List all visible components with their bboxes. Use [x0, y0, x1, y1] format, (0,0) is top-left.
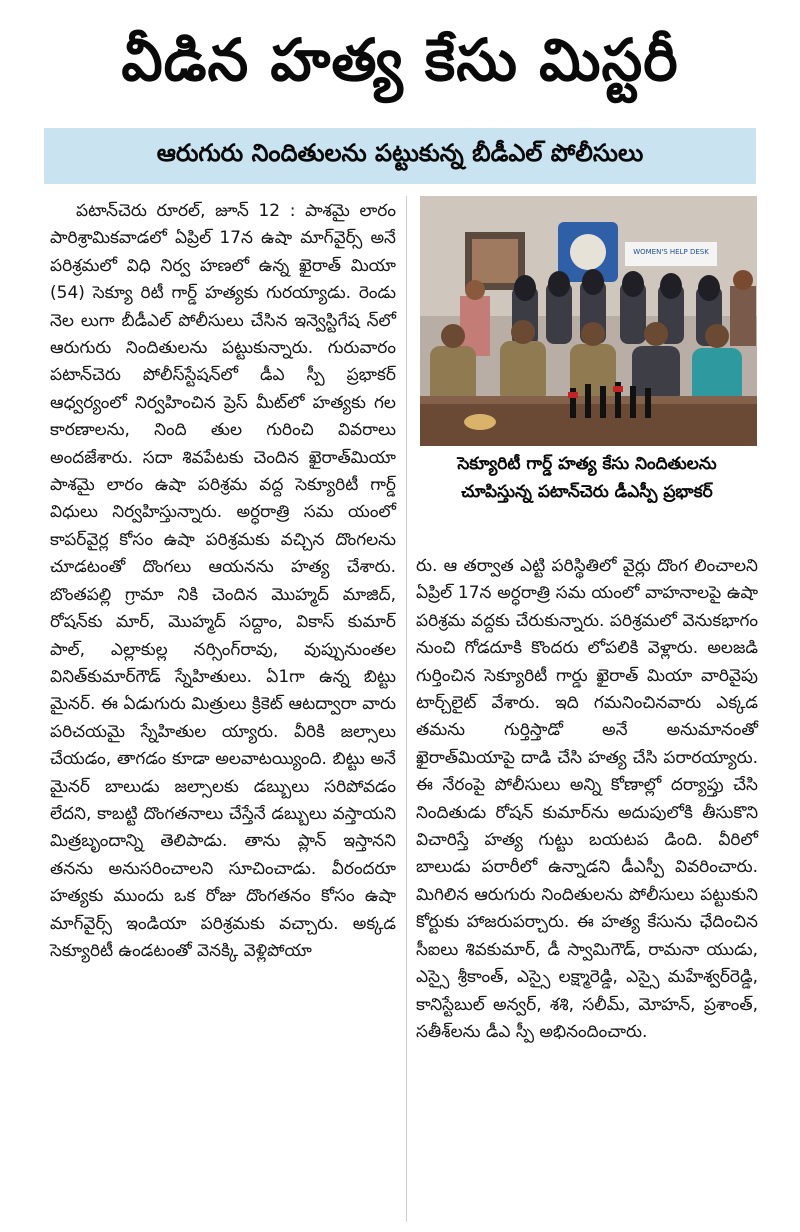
- headline: వీడిన హత్య కేసు మిస్టరీ: [121, 26, 679, 94]
- banner-text: WOMEN'S HELP DESK: [633, 248, 709, 256]
- article-text-column-2: రు. ఆ తర్వాత ఎట్టి పరిస్థితిలో వైర్లు దొంగ లించాలని ఏప్రిల్ 17న అర్ధరాత్రి సమ యంలో వాహనాలపై ఉషా పరిశ్రమ వద్దకు చేరుకున్నారు. పరిశ్రమలో వెనుకభాగం నుంచి గోడదూకి కొందరు లోపలికి వెళ్లారు. అలజడి గుర్తించిన సెక్యూరిటీ గార్డు ఖైరాత్ మియా వారివైపు టార్చ్‌లైట్ వేశారు. ఇది గమనించినవారు ఎక్కడ తమను గుర్తిస్తాడో అనే అనుమానంతో ఖైరాత్‌మియాపై దాడి చేసి హత్య చేసి పరారయ్యారు. ఈ నేరంపై పోలీసులు అన్ని కోణాల్లో దర్యాప్తు చేసి నిందితుడు రోషన్ కుమార్‌ను అదుపులోకి తీసుకొని విచారిస్తే హత్య గుట్టు బయటప డింది. వీరిలో బాలుడు పరారీలో ఉన్నాడని డీఎస్పీ వివరించారు. మిగిలిన ఆరుగురు నిందితులను పోలీసులు పట్టుకుని కోర్టుకు హాజరుపర్చారు. ఈ హత్య కేసును ఛేదించిన సీఐలు శివకుమార్, డీ స్వామిగౌడ్, రామనా యుడు, ఎస్సై శ్రీకాంత్, ఎస్సై లక్ష్మారెడ్డి, ఎస్సై మహేశ్వర్‌రెడ్డి, కానిస్టేబుల్ అన్వర్, శశి, సలీమ్, మోహన్, ప్రశాంత్, సతీశ్‌లను డీఎ స్పీ అభినందించారు.: [416, 556, 758, 1042]
- press-meet-illustration: [420, 196, 757, 446]
- article-column-1: [50, 198, 396, 965]
- article-text-column-1: పటాన్‌చెరు రూరల్, జూన్ 12 : పాశమై లారం పారిశ్రామికవాడలో ఏప్రిల్ 17న ఉషా మాగ్‌వైర్స్ అనే పరిశ్రమలో విధి నిర్వ హణలో ఉన్న ఖైరాత్ మియా (54) సెక్యూ రిటీ గార్డ్ హత్యకు గురయ్యాడు. రెండు నెల లుగా బీడీఎల్ పోలీసులు చేసిన ఇన్వెస్టిగేష న్‌లో ఆరుగురు నిందితులను పట్టుకున్నారు. గురువారం పటాన్‌చెరు పోలీస్‌స్టేషన్‌లో డీఎ స్పీ ప్రభాకర్ ఆధ్వర్యంలో నిర్వహించిన ప్రెస్ మీట్‌లో హత్యకు గల కారణాలను, నింది తుల గురించి వివరాలు అందజేశారు. సదా శివపేటకు చెందిన ఖైరాత్‌మియా పాశమై లారం ఉషా పరిశ్రమ వద్ద సెక్యూరిటీ గార్డ్ విధులు నిర్వహిస్తున్నారు. అర్ధరాత్రి సమ యంలో కాపర్‌వైర్ల కోసం ఉషా పరిశ్రమకు వచ్చిన దొంగలను చూడటంతో దొంగలు ఆయనను హత్య చేశారు. బొంతపల్లి గ్రామా నికి చెందిన మొహ్మద్ మాజిద్, రోషన్‌కు మార్, మొహ్మద్ సద్దాం, వికాస్ కుమార్ పాల్, ఎల్లాకుల్ల నర్సింగ్‌రావు, వుప్పునుంతల వినిత్‌కుమార్‌గౌడ్ స్నేహితులు. ఏ1గా ఉన్న బిట్టు మైనర్. ఈ ఏడుగురు మిత్రులు క్రికెట్ ఆటద్వారా వారు పరిచయమై స్నేహితుల య్యారు. వీరికి జల్సాలు చేయడం, తాగడం కూడా అలవాటయ్యింది. బిట్టు అనే మైనర్ బాలుడు జల్సాలకు డబ్బులు సరిపోవడం లేదని, కాబట్టి దొంగతనాలు చేస్తేనే డబ్బులు వస్తాయని మిత్రబృందాన్ని తెలిపాడు. తాను ప్లాన్ ఇస్తానని తనను అనుసరించాలని సూచించాడు. వీరందరూ హత్యకు ముందు ఒక రోజు దొంగతనం కోసం ఉషా మాగ్‌వైర్స్ ఇండియా పరిశ్రమకు వచ్చారు. అక్కడ సెక్యూరిటీ ఉండటంతో వెనక్కి వెళ్లిపోయా: [50, 201, 396, 961]
- article-column-2: [416, 553, 758, 1046]
- subheadline-bar: [44, 128, 756, 184]
- press-meet-photo: [420, 196, 757, 446]
- caption-line-1: సెక్యూరిటీ గార్డ్ హత్య కేసు నిందితులను: [457, 454, 717, 474]
- caption-line-2: చూపిస్తున్న పటాన్‌చెరు డీఎస్పీ ప్రభాకర్: [461, 482, 713, 502]
- subheadline: ఆరుగురు నిందితులను పట్టుకున్న బీడీఎల్ పోలీసులు: [156, 139, 644, 167]
- photo-caption: [416, 450, 758, 506]
- column-divider: [406, 196, 407, 1222]
